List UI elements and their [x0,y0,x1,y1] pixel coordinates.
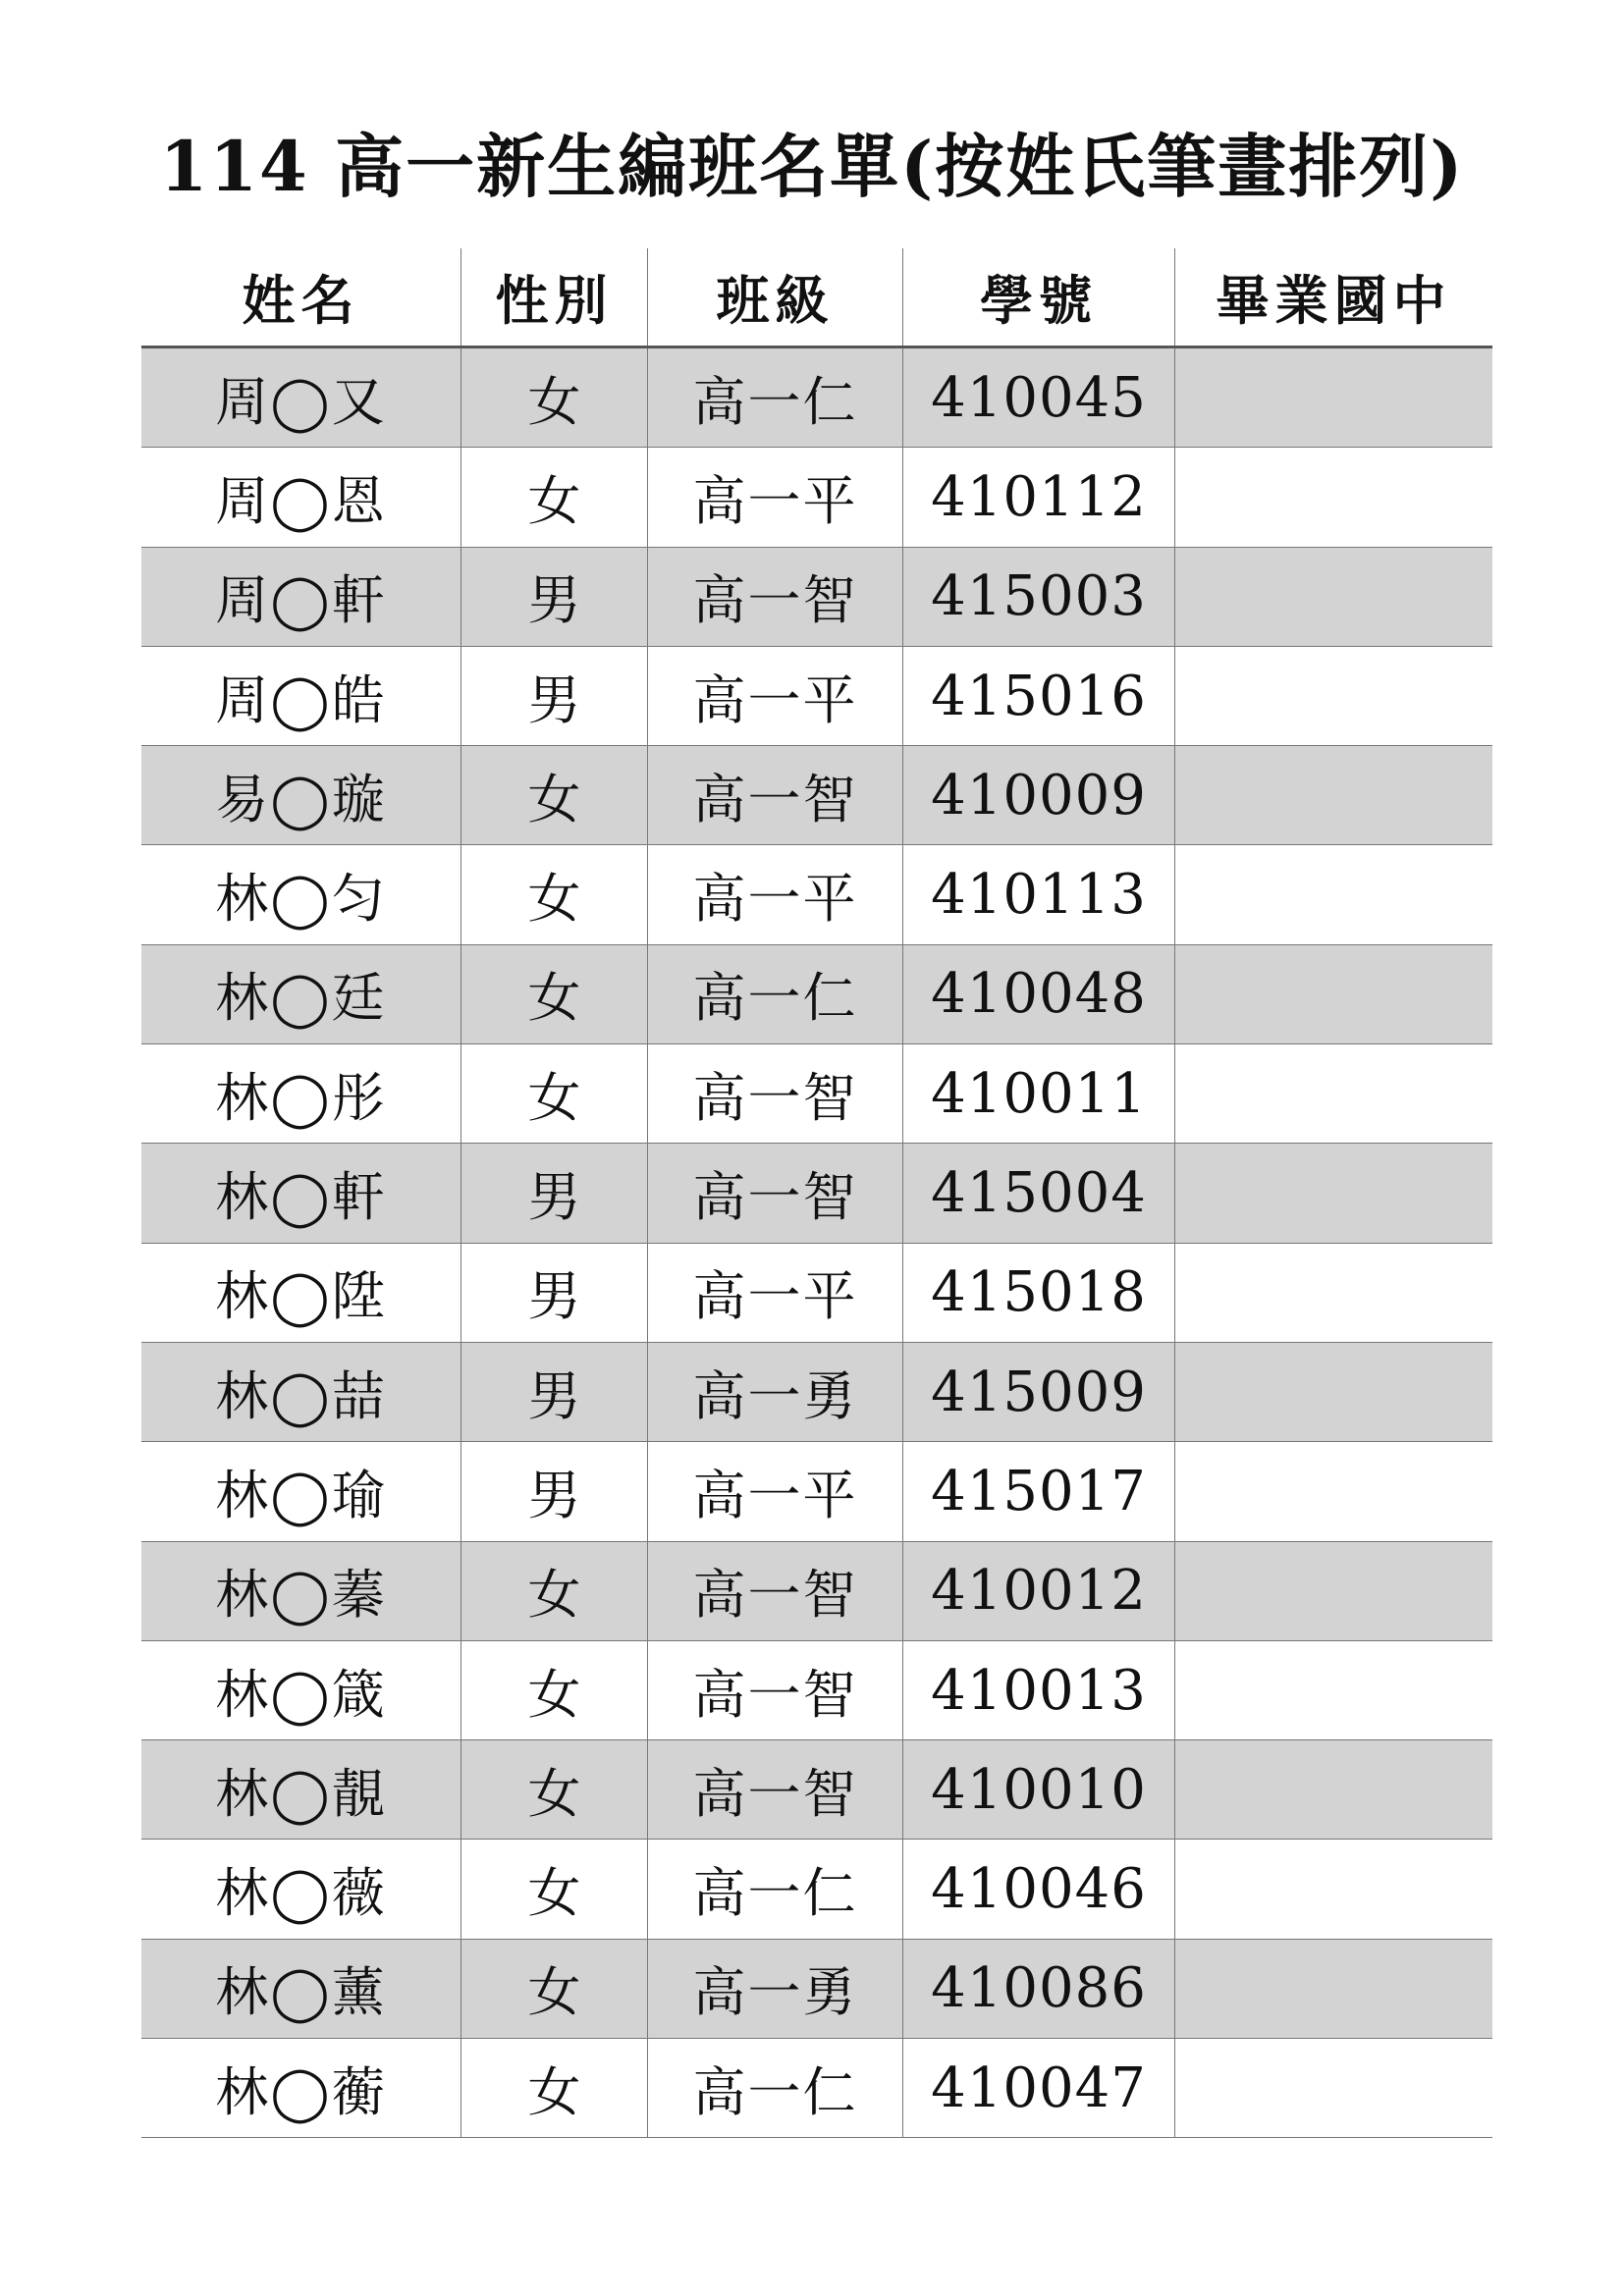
cell-junior-high [1174,2039,1492,2137]
cell-student-id: 410048 [902,945,1174,1043]
cell-junior-high [1174,1740,1492,1839]
column-header-name: 姓名 [242,269,360,332]
cell-name: 周◯皓 [215,668,387,731]
cell-name: 林◯匀 [215,868,387,931]
cell-gender: 女 [460,945,647,1043]
cell-gender: 女 [460,1940,647,2038]
column-header-student-id: 學號 [902,248,1174,346]
cell-student-id: 415003 [902,548,1174,646]
cell-name: 林◯彤 [215,1066,387,1129]
cell-name: 林◯喆 [215,1364,387,1427]
column-header-class: 班級 [647,248,902,346]
cell-name: 林◯廷 [215,967,387,1030]
cell-class: 高一仁 [647,348,902,447]
cell-class: 高一智 [647,548,902,646]
cell-name: 周◯軒 [215,569,387,632]
table-row [141,548,1492,647]
cell-junior-high [1174,548,1492,646]
cell-student-id: 415004 [902,1144,1174,1242]
cell-student-id: 410086 [902,1940,1174,2038]
cell-name: 林◯薰 [215,1961,387,2024]
cell-junior-high [1174,1343,1492,1441]
cell-student-id: 410045 [902,348,1174,447]
table-row [141,1840,1492,1939]
cell-student-id: 410047 [902,2039,1174,2137]
cell-junior-high [1174,1144,1492,1242]
cell-name: 林◯蘅 [215,2060,387,2123]
cell-gender: 男 [460,1144,647,1242]
cell-student-id: 410113 [902,845,1174,943]
cell-name: 周◯又 [215,370,387,433]
cell-class: 高一智 [647,1542,902,1640]
cell-name: 林◯蓁 [215,1564,387,1627]
cell-gender: 女 [460,448,647,546]
cell-junior-high [1174,1940,1492,2038]
cell-junior-high [1174,945,1492,1043]
cell-name: 林◯薇 [215,1862,387,1925]
table-header-row [141,248,1492,348]
roster-table [141,248,1492,2138]
cell-name: 林◯軒 [215,1166,387,1229]
cell-junior-high [1174,746,1492,844]
cell-student-id: 410011 [902,1044,1174,1143]
table-row [141,945,1492,1044]
cell-gender: 女 [460,1641,647,1739]
cell-gender: 女 [460,1740,647,1839]
table-row [141,1940,1492,2039]
cell-student-id: 415016 [902,647,1174,745]
column-header-junior-high: 畢業國中 [1174,248,1492,346]
cell-gender: 女 [460,2039,647,2137]
cell-junior-high [1174,1244,1492,1342]
table-row [141,448,1492,547]
table-row [141,1144,1492,1243]
cell-gender: 男 [460,1244,647,1342]
table-row [141,1442,1492,1541]
cell-class: 高一智 [647,1641,902,1739]
table-row [141,1244,1492,1343]
cell-student-id: 415017 [902,1442,1174,1540]
cell-class: 高一勇 [647,1940,902,2038]
cell-class: 高一仁 [647,1840,902,1938]
cell-junior-high [1174,647,1492,745]
cell-student-id: 415009 [902,1343,1174,1441]
table-row [141,746,1492,845]
cell-class: 高一智 [647,1144,902,1242]
cell-class: 高一平 [647,448,902,546]
cell-class: 高一平 [647,1442,902,1540]
table-row [141,1343,1492,1442]
cell-student-id: 410046 [902,1840,1174,1938]
table-row [141,348,1492,448]
cell-junior-high [1174,1442,1492,1540]
cell-junior-high [1174,1641,1492,1739]
table-row [141,1044,1492,1144]
cell-class: 高一智 [647,1044,902,1143]
cell-class: 高一勇 [647,1343,902,1441]
cell-class: 高一智 [647,746,902,844]
cell-junior-high [1174,1542,1492,1640]
cell-gender: 男 [460,1442,647,1540]
cell-junior-high [1174,845,1492,943]
cell-class: 高一仁 [647,2039,902,2137]
column-header-gender: 性別 [460,248,647,346]
table-body [141,348,1492,2138]
cell-gender: 男 [460,647,647,745]
cell-name: 林◯陞 [215,1265,387,1328]
cell-gender: 女 [460,348,647,447]
cell-gender: 男 [460,548,647,646]
cell-class: 高一仁 [647,945,902,1043]
cell-class: 高一平 [647,845,902,943]
cell-name: 林◯靚 [215,1762,387,1825]
table-row [141,2039,1492,2138]
cell-student-id: 410012 [902,1542,1174,1640]
cell-student-id: 410112 [902,448,1174,546]
cell-class: 高一平 [647,647,902,745]
table-row [141,1641,1492,1740]
cell-gender: 女 [460,746,647,844]
cell-name: 易◯璇 [215,768,387,830]
cell-junior-high [1174,1044,1492,1143]
cell-gender: 女 [460,1840,647,1938]
cell-junior-high [1174,348,1492,447]
cell-gender: 男 [460,1343,647,1441]
cell-student-id: 410013 [902,1641,1174,1739]
cell-gender: 女 [460,1044,647,1143]
cell-student-id: 410009 [902,746,1174,844]
cell-student-id: 415018 [902,1244,1174,1342]
page-title: 114 高一新生編班名單(按姓氏筆畫排列) [159,126,1465,207]
table-row [141,1740,1492,1840]
table-row [141,1542,1492,1641]
cell-class: 高一平 [647,1244,902,1342]
cell-name: 周◯恩 [215,469,387,532]
table-row [141,845,1492,944]
cell-gender: 女 [460,845,647,943]
cell-name: 林◯箴 [215,1663,387,1726]
table-row [141,647,1492,746]
cell-student-id: 410010 [902,1740,1174,1839]
cell-name: 林◯瑜 [215,1464,387,1526]
cell-class: 高一智 [647,1740,902,1839]
cell-gender: 女 [460,1542,647,1640]
cell-junior-high [1174,1840,1492,1938]
cell-junior-high [1174,448,1492,546]
